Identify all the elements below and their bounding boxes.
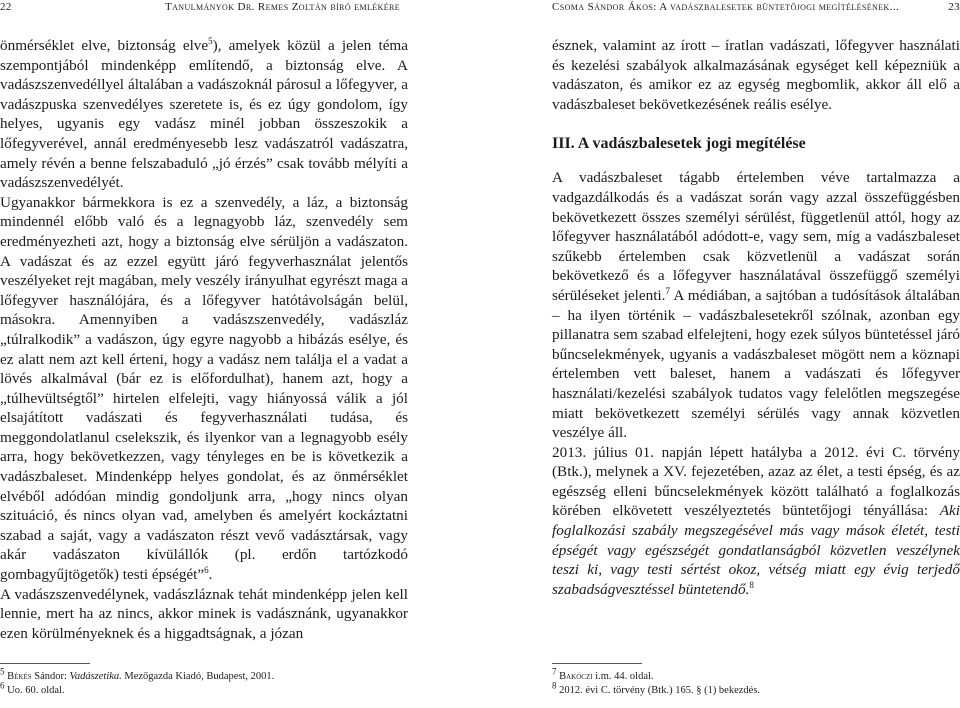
left-paragraph-3: A vadászszenvedélynek, vadászláznak tehát mindenképp jelen kell lennie, mert ha az nincs, akkor minek is vadásznánk, ugyanakkor ezen körülményeknek és a higgadtságnak, a józan xyxy=(0,585,408,642)
page-number-right: 23 xyxy=(948,1,960,13)
footnote-7: $^7$ Bakóczi i.m. 44. oldal. xyxy=(552,666,654,682)
right-paragraph-3: 2013. július 01. napján lépett hatályba a 2012. évi C. törvény (Btk.), melynek a XV. fejezetében, azaz az élet, a testi épség, és az egészség elleni bűncselekmények között található a foglalkozás körében elkövetett veszélyeztetés büntetőjogi tényállása: Aki foglalkozási szabály megszegésével más vagy mások életét, testi épségét vagy egészségét gondatlanságból közvetlen veszélynek teszi ki, vagy testi sértést okoz, vétség miatt egy évig terjedő szabadságvesztéssel büntetendő.$^8$ xyxy=(552,443,960,598)
right-body-text xyxy=(552,36,960,599)
running-head-title-left: Tanulmányok Dr. Remes Zoltán bíró emlékére xyxy=(165,1,401,13)
footnotes-right xyxy=(552,666,960,698)
section-heading: III. A vadászbalesetek jogi megítélése xyxy=(552,135,806,153)
footnote-divider-left xyxy=(0,663,90,664)
footnote-divider-right xyxy=(552,663,642,664)
footnote-ref-8[interactable]: 8 xyxy=(749,579,754,590)
left-paragraph-1: önmérséklet elve, biztonság elve$^5$), amelyek közül a jelen téma szempontjából mindenképp említendő, a biztonság elve. A vadászszenvedéllyel általában a vadászoknál párosul a lőfegyver, a vadászpuska szenvedélyes szeretete is, és ez úgy gondolom, így helyes, ugyanis egy vadász minél jobban összeszokik a lőfegyverével, annál eredményesebb lesz vadászatról vadászatra, amely révén a benne felszabaduló „jó érzés” csak tovább mélyíti a vadászszenvedélyét. xyxy=(0,35,408,192)
footnote-5: $^5$ Békés Sándor: Vadászetika. Mezőgazda Kiadó, Budapest, 2001. xyxy=(0,666,275,682)
statute-quote: Aki foglalkozási szabály megszegésével más vagy mások életét, testi épségét vagy egészségét gondatlanságból közvetlen veszélynek teszi ki, vagy testi sértést okoz, vétség miatt egy évig terjedő szabadságvesztéssel büntetendő. xyxy=(552,502,960,598)
running-head-left xyxy=(0,0,408,16)
footnote-8: $^8$ 2012. évi C. törvény (Btk.) 165. § (1) bekezdés. xyxy=(552,680,761,696)
right-paragraph-1: észnek, valamint az írott – íratlan vadászati, lőfegyver használati és kezelési szabályok alkalmazásának egységet kell képezniük a vadászaton, és amikor ez az egység megbomlik, akkor áll elő a vadászbaleset bekövetkezésének reális esélye. xyxy=(552,37,960,113)
page-number-left: 22 xyxy=(0,1,12,13)
footnote-ref-5[interactable]: 5 xyxy=(208,35,213,46)
running-head-right xyxy=(552,0,960,16)
left-page xyxy=(0,0,408,708)
left-body-text xyxy=(0,36,408,643)
footnote-ref-6[interactable]: 6 xyxy=(204,564,209,575)
footnote-6: $^6$ Uo. 60. oldal. xyxy=(0,680,65,696)
running-head-title-right: Csoma Sándor Ákos: A vadászbalesetek büntetőjogi megítélésének... xyxy=(552,1,900,13)
footnotes-left xyxy=(0,666,408,698)
left-paragraph-2: Ugyanakkor bármekkora is ez a szenvedély, a láz, a biztonság mindennél előbb való és a legnagyobb láz, szenvedély sem eredményezheti azt, hogy a biztonság elve sérüljön a vadászaton. A vadászat és az ezzel együtt járó fegyverhasználat jelentős veszélyeket rejt magában, mely veszély irányulhat egyrészt maga a lőfegyver használójára, és a lőfegyver hatótávolságán belül, másokra. Amennyiben a vadászszenvedély, vadászláz „túlralkodik” a vadászon, úgy egyre nagyobb a hibázás esélye, és ez alatt nem azt kell érteni, hogy a vadász nem találja el a vadat a lövés alkalmával (bár ez is előfordulhat), hanem azt, hogy a „túlhevültségtől” hirtelen elfelejti, vagy hiányossá válik a jól elsajátított vadászati és fegyverhasználati tudása, és meggondolatlanul cselekszik, és ilyenkor van a legnagyobb esély arra, hogy bekövetkezzen, vagy tényleges en be is következik a vadászbaleset. Mindenképp helyes gondolat, és az önmérséklet elvéből adódóan mindig gondoljunk arra, „hogy nincs olyan szituáció, és nincs olyan vad, amelyben és amelyért kockáztatni szabad a saját, vagy a vadászaton részt vevő vadásztársak, vagy akár vadászaton kívülállók (pl. erdőn tartózkodó gombagyűjtögetők) testi épségét”$^6$. xyxy=(0,193,408,584)
footnote-ref-7[interactable]: 7 xyxy=(665,285,670,296)
right-paragraph-2: A vadászbaleset tágabb értelemben véve tartalmazza a vadgazdálkodás és a vadászat során vagy azzal összefüggésben bekövetkezett összes személyi sérülést, függetlenül attól, hogy az lőfegyver használatából adódott-e, vagy sem, míg a vadászbaleset szűkebb értelemben csak közvetlenül a vadászat során bekövetkező és a lőfegyver használatával összefüggő személyi sérüléseket jelenti.$^7$ A médiában, a sajtóban a tudósítások általában – ha ilyen történik – vadászbalesetekről szólnak, azonban egy pillanatra sem szabad elfelejteni, hogy ezek súlyos büntetéssel járó bűncselekmények, ugyanis a vadászbaleset mögött nem a köznapi értelemben vett baleset, hanem a vadászati és lőfegyver használati/kezelési szabályok tudatos vagy felelőtlen megszegése miatt bekövetkezett személyi sérülés vagy annak közvetlen veszélye áll. xyxy=(552,169,960,442)
right-page xyxy=(552,0,960,708)
